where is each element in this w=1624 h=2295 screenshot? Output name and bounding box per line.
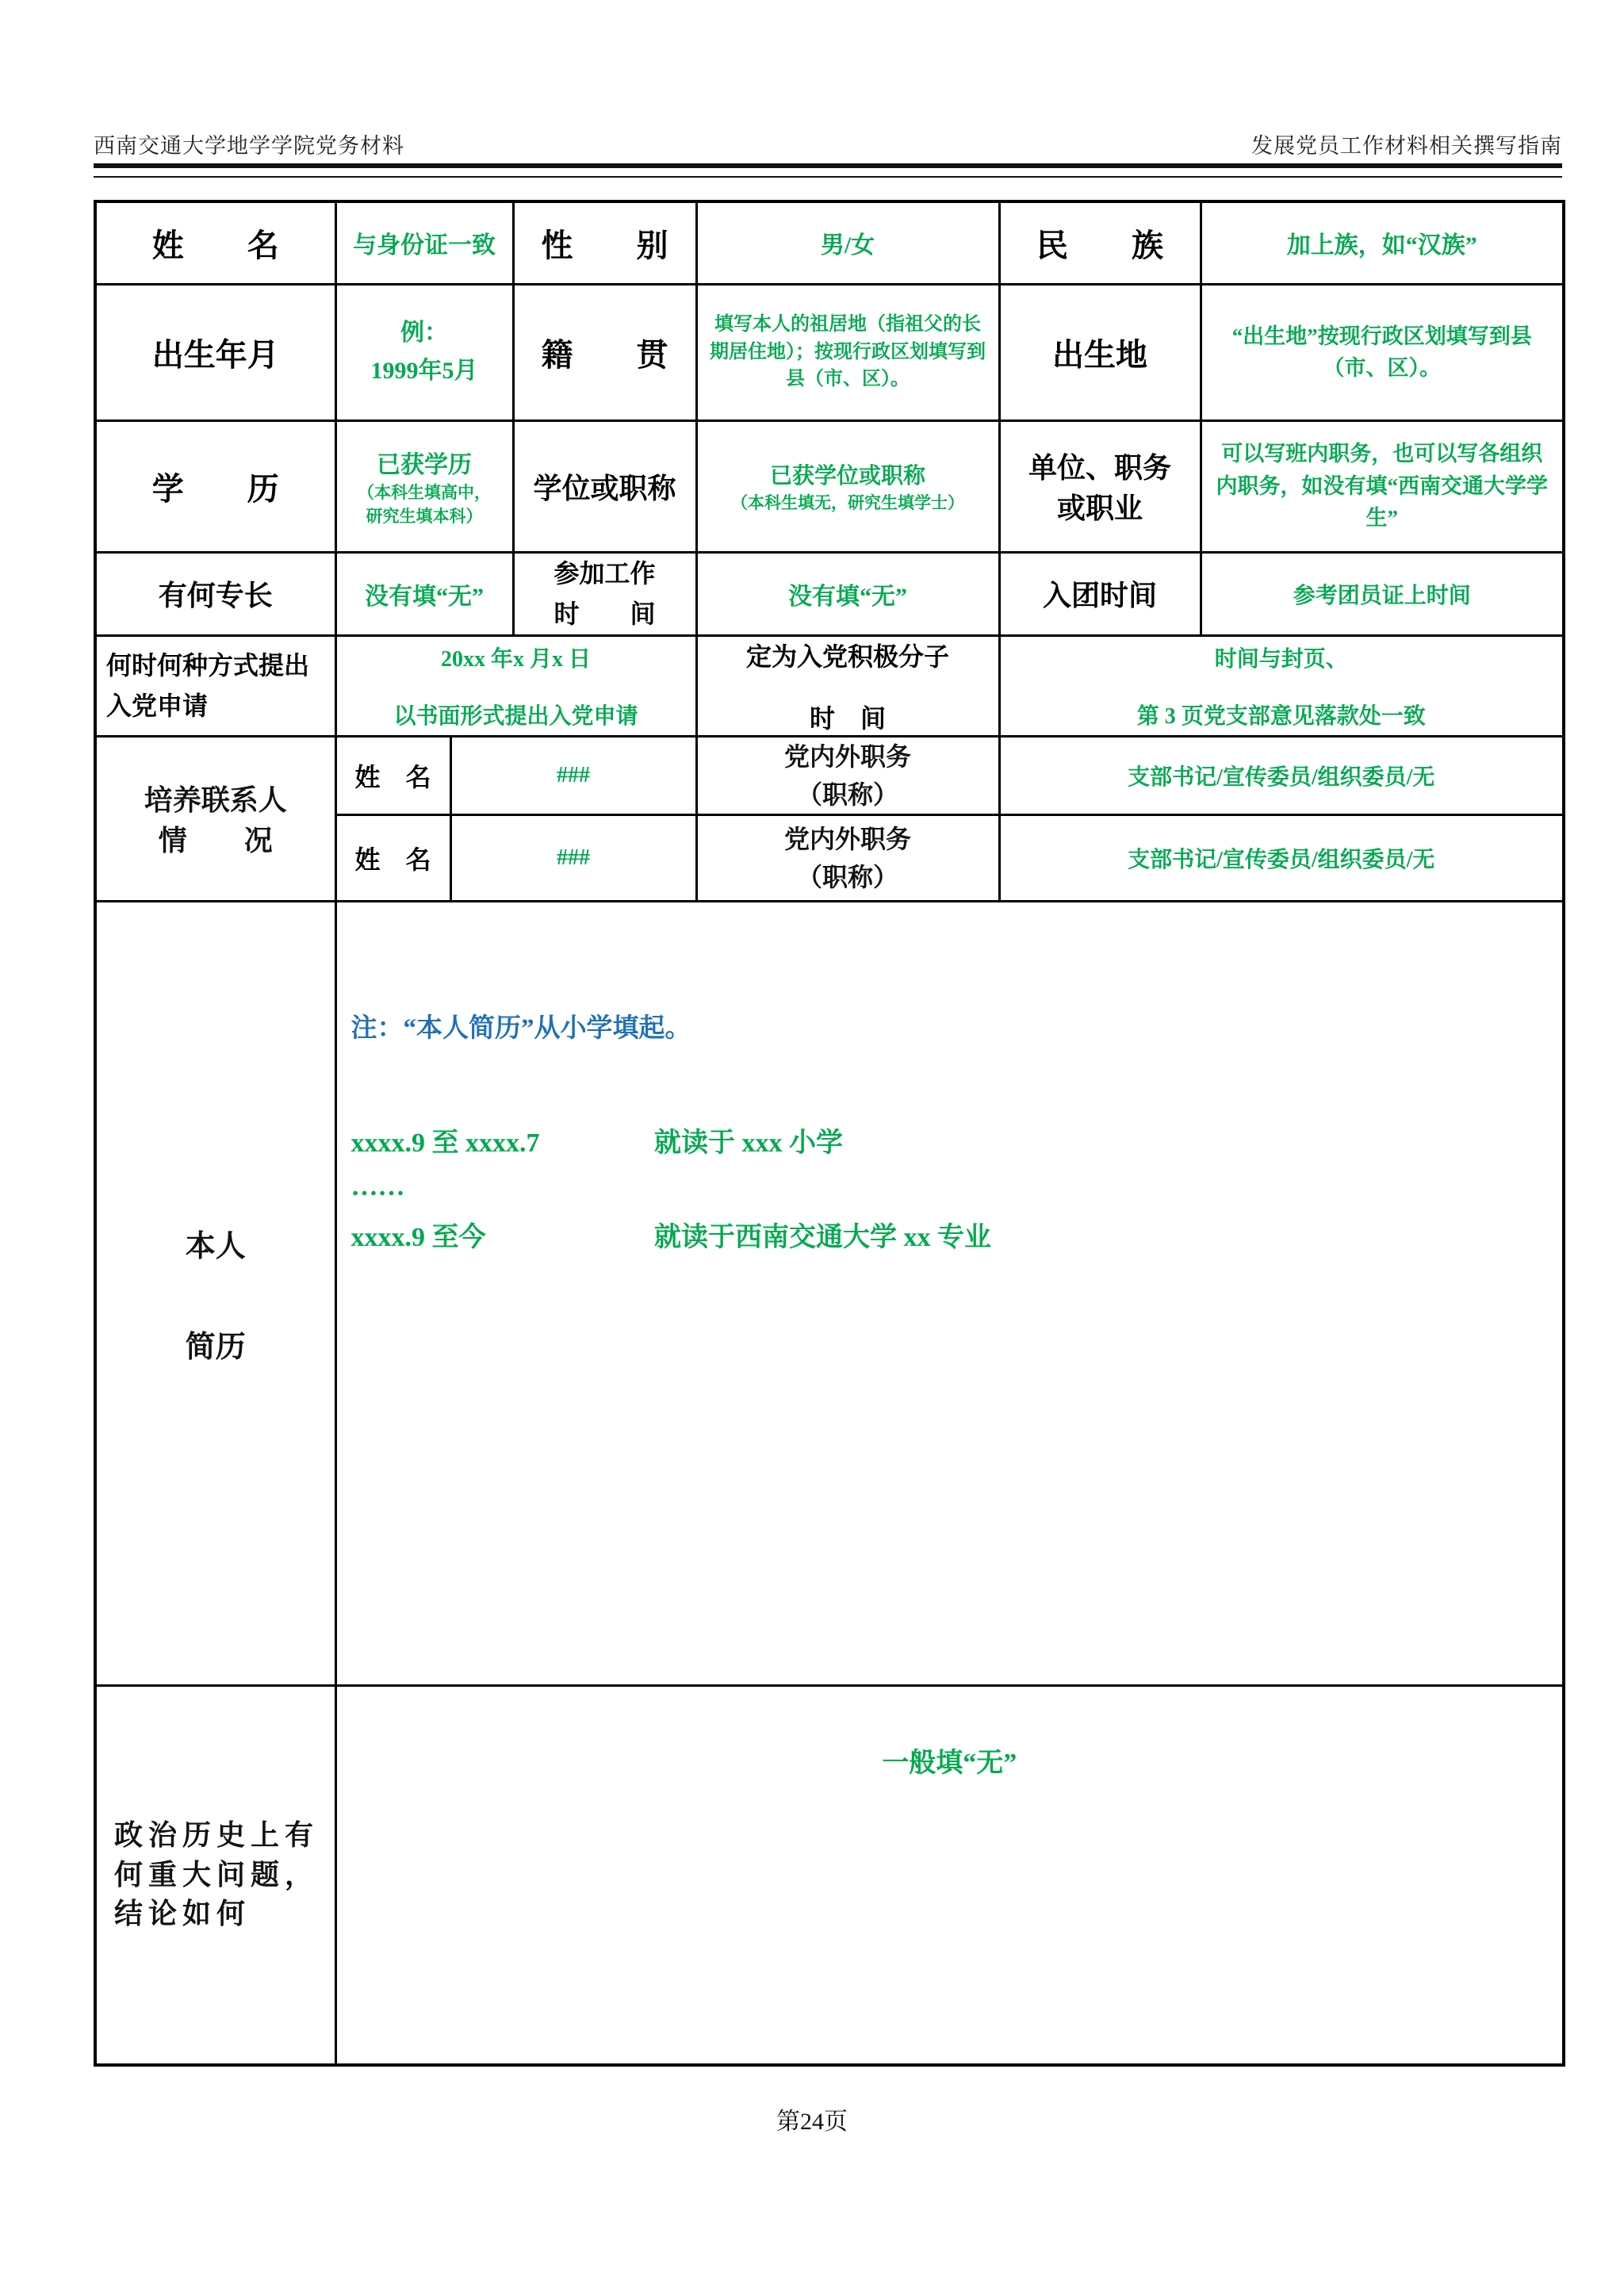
resume-entry-2-period: xxxx.9 至今 bbox=[350, 1222, 486, 1252]
gender-hint: 男/女 bbox=[696, 201, 999, 284]
political-history-label-line3: 结论如何 bbox=[114, 1898, 251, 1930]
resume-content bbox=[335, 901, 1564, 1685]
gender-label: 性 别 bbox=[513, 201, 696, 284]
contact1-post-label bbox=[696, 736, 999, 814]
application-label-line2: 入党申请 bbox=[106, 691, 209, 720]
political-history-label bbox=[95, 1685, 335, 2065]
political-history-content bbox=[335, 1685, 1564, 2065]
row-contact-1 bbox=[95, 736, 1564, 814]
contact2-post-label-line1: 党内外职务 bbox=[783, 824, 911, 853]
education-hint-sub2: 研究生填本科） bbox=[366, 507, 483, 526]
unit-post-label-line2: 或职业 bbox=[1056, 492, 1143, 524]
education-hint bbox=[335, 420, 513, 552]
work-time-label-line2: 时 间 bbox=[553, 599, 656, 628]
resume-ellipsis: …… bbox=[350, 1171, 405, 1201]
resume-label bbox=[95, 901, 335, 1685]
activist-time-hint-line2: 第 3 页党支部意见落款处一致 bbox=[1136, 703, 1426, 729]
ethnic-label: 民 族 bbox=[999, 201, 1201, 284]
contact1-name-label: 姓 名 bbox=[335, 736, 450, 814]
work-time-label-line1: 参加工作 bbox=[553, 558, 656, 588]
unit-post-hint: 可以写班内职务，也可以写各组织内职务，如没有填“西南交通大学学生” bbox=[1201, 420, 1564, 552]
application-hint-line2: 以书面形式提出入党申请 bbox=[393, 703, 638, 729]
contact2-post-label-line2: （职称） bbox=[796, 862, 898, 891]
resume-label-line1: 本人 bbox=[185, 1229, 246, 1263]
application-hint-line1: 20xx 年x 月x 日 bbox=[440, 646, 591, 672]
contact2-post-label bbox=[696, 814, 999, 901]
specialty-label: 有何专长 bbox=[95, 552, 335, 635]
activist-time-hint bbox=[999, 635, 1564, 736]
application-label bbox=[95, 635, 335, 736]
contact1-post-label-line1: 党内外职务 bbox=[783, 741, 911, 771]
row-application-activist bbox=[95, 635, 1564, 736]
birth-date-label: 出生年月 bbox=[95, 284, 335, 420]
contacts-label-line2: 情 况 bbox=[158, 825, 273, 857]
political-history-hint: 一般填“无” bbox=[882, 1748, 1017, 1778]
row-specialty-work-league bbox=[95, 552, 1564, 635]
resume-entry-1 bbox=[351, 1121, 1563, 1159]
contacts-label-line1: 培养联系人 bbox=[144, 784, 287, 817]
name-label: 姓 名 bbox=[95, 201, 335, 284]
degree-hint-sub: （本科生填无，研究生填学士） bbox=[731, 493, 964, 512]
row-education-degree-unit bbox=[95, 420, 1564, 552]
header-right-title: 发展党员工作材料相关撰写指南 bbox=[1251, 134, 1562, 158]
unit-post-label bbox=[999, 420, 1201, 552]
birthplace-label: 出生地 bbox=[999, 284, 1201, 420]
education-hint-sub1: （本科生填高中， bbox=[358, 483, 491, 502]
resume-note: 注：“本人简历”从小学填起。 bbox=[350, 1013, 691, 1043]
row-resume bbox=[95, 901, 1564, 1685]
ethnic-hint: 加上族，如“汉族” bbox=[1201, 201, 1564, 284]
education-hint-main: 已获学历 bbox=[377, 452, 472, 478]
header-left-title: 西南交通大学地学学院党务材料 bbox=[94, 134, 404, 158]
resume-entry-2-school: 就读于西南交通大学 xx 专业 bbox=[654, 1222, 991, 1252]
contact2-name-label: 姓 名 bbox=[335, 814, 450, 901]
resume-entry-1-school: 就读于 xxx 小学 bbox=[654, 1128, 843, 1158]
resume-entry-1-period: xxxx.9 至 xxxx.7 bbox=[350, 1128, 540, 1158]
work-time-hint: 没有填“无” bbox=[696, 552, 999, 635]
political-history-label-line2: 何重大问题， bbox=[114, 1858, 320, 1891]
birth-date-hint bbox=[335, 284, 513, 420]
activist-time-hint-line1: 时间与封页、 bbox=[1214, 646, 1348, 672]
row-political-history bbox=[95, 1685, 1564, 2065]
activist-time-label-line1: 定为入党积极分子 bbox=[745, 642, 949, 671]
work-time-label bbox=[513, 552, 696, 635]
native-place-hint: 填写本人的祖居地（指祖父的长期居住地）；按现行政区划填写到县（市、区）。 bbox=[696, 284, 999, 420]
row-birth-origin bbox=[95, 284, 1564, 420]
degree-hint bbox=[696, 420, 999, 552]
contact2-name-value: ### bbox=[450, 814, 696, 901]
header-divider-rule bbox=[94, 163, 1562, 178]
resume-label-line2: 简历 bbox=[185, 1330, 246, 1364]
resume-entry-2 bbox=[351, 1215, 1563, 1254]
contact1-post-value: 支部书记/宣传委员/组织委员/无 bbox=[999, 736, 1564, 814]
form-table bbox=[94, 200, 1565, 2067]
political-history-label-line1: 政治历史上有 bbox=[114, 1819, 320, 1852]
application-label-line1: 何时何种方式提出 bbox=[106, 650, 310, 680]
row-name-gender-ethnic bbox=[95, 201, 1564, 284]
page-number: 第24页 bbox=[776, 2109, 848, 2135]
degree-label: 学位或职称 bbox=[513, 420, 696, 552]
activist-time-label-line2: 时 间 bbox=[809, 703, 886, 733]
league-time-label: 入团时间 bbox=[999, 552, 1201, 635]
native-place-label: 籍 贯 bbox=[513, 284, 696, 420]
name-hint: 与身份证一致 bbox=[335, 201, 513, 284]
league-time-hint: 参考团员证上时间 bbox=[1201, 552, 1564, 635]
activist-time-label bbox=[696, 635, 999, 736]
contact1-name-value: ### bbox=[450, 736, 696, 814]
unit-post-label-line1: 单位、职务 bbox=[1028, 452, 1171, 484]
birthplace-hint: “出生地”按现行政区划填写到县（市、区）。 bbox=[1201, 284, 1564, 420]
education-label: 学 历 bbox=[95, 420, 335, 552]
specialty-hint: 没有填“无” bbox=[335, 552, 513, 635]
contacts-label bbox=[95, 736, 335, 901]
application-hint bbox=[335, 635, 696, 736]
degree-hint-main: 已获学位或职称 bbox=[769, 464, 925, 489]
contact2-post-value: 支部书记/宣传委员/组织委员/无 bbox=[999, 814, 1564, 901]
contact1-post-label-line2: （职称） bbox=[796, 780, 898, 809]
birth-date-hint-line2: 1999年5月 bbox=[370, 358, 478, 384]
birth-date-hint-line1: 例： bbox=[400, 320, 448, 346]
